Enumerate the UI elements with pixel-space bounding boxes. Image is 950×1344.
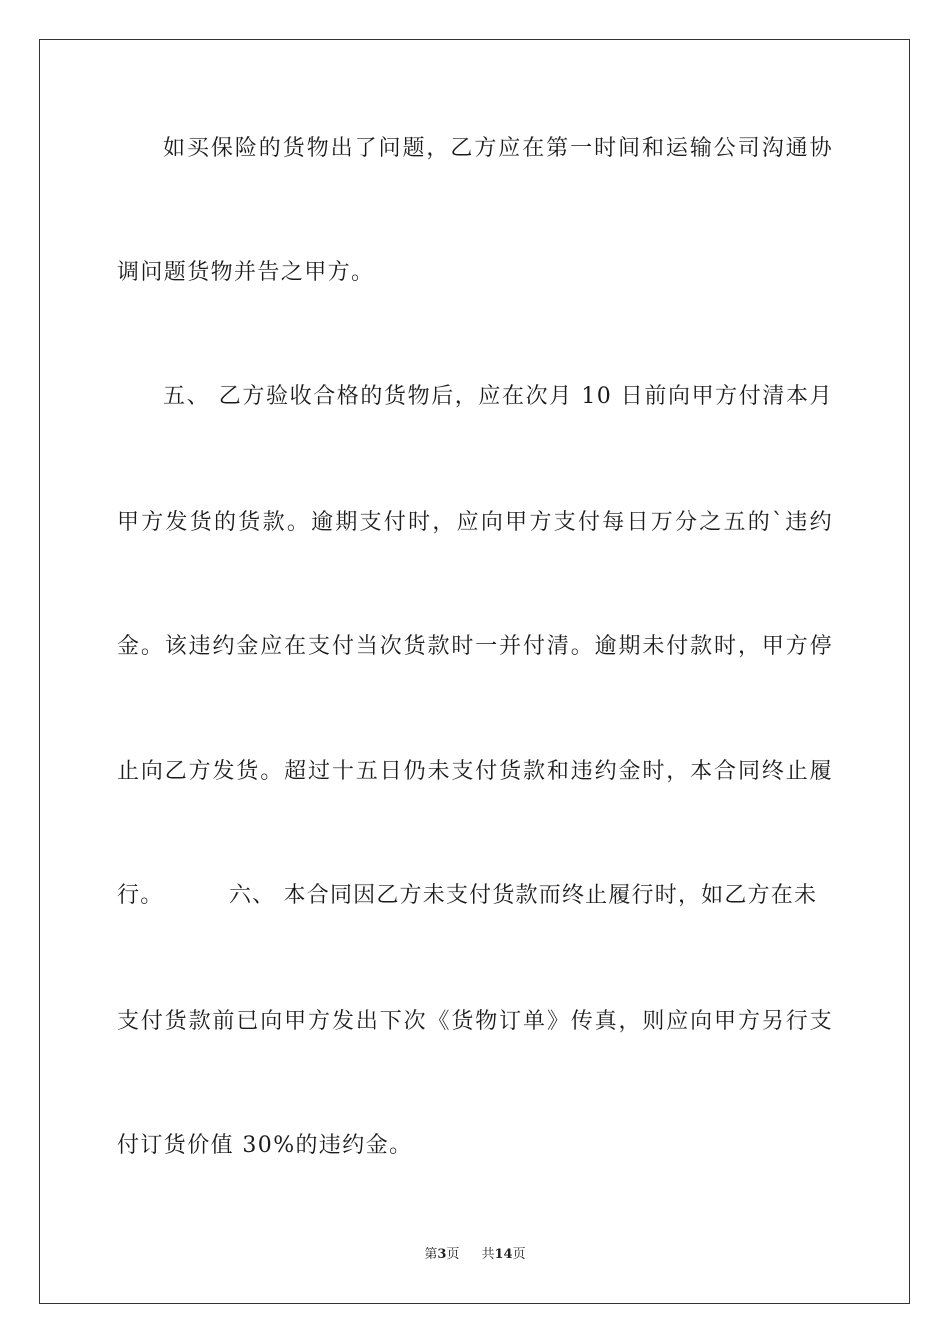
page-footer <box>0 1247 950 1263</box>
paragraph-line-2: 调问题货物并告之甲方。 <box>117 260 375 285</box>
paragraph-line-4: 甲方发货的货款。逾期支付时，应向甲方支付每日万分之五的`违约 <box>117 510 833 535</box>
footer-page-prefix: 第 <box>424 1247 438 1262</box>
paragraph-line-7: 行。 六、 本合同因乙方未支付货款而终止履行时，如乙方在未 <box>117 883 818 908</box>
paragraph-line-1: 如买保险的货物出了问题，乙方应在第一时间和运输公司沟通协 <box>163 136 833 161</box>
paragraph-line-3: 五、 乙方验收合格的货物后，应在次月 10 日前向甲方付清本月 <box>163 384 833 409</box>
paragraph-line-5: 金。该违约金应在支付当次货款时一并付清。逾期未付款时，甲方停 <box>117 634 833 659</box>
footer-total-suffix: 页 <box>512 1247 526 1262</box>
footer-total-pages: 14 <box>494 1247 513 1262</box>
footer-page-suffix: 页 <box>446 1247 460 1262</box>
page-border <box>39 39 910 1304</box>
paragraph-line-6: 止向乙方发货。超过十五日仍未支付货款和违约金时，本合同终止履 <box>117 759 833 784</box>
footer-total-prefix: 共 <box>481 1247 495 1262</box>
paragraph-line-8: 支付货款前已向甲方发出下次《货物订单》传真，则应向甲方另行支 <box>117 1009 833 1034</box>
paragraph-line-9: 付订货价值 30%的违约金。 <box>117 1133 413 1158</box>
footer-page-number: 3 <box>437 1247 447 1262</box>
